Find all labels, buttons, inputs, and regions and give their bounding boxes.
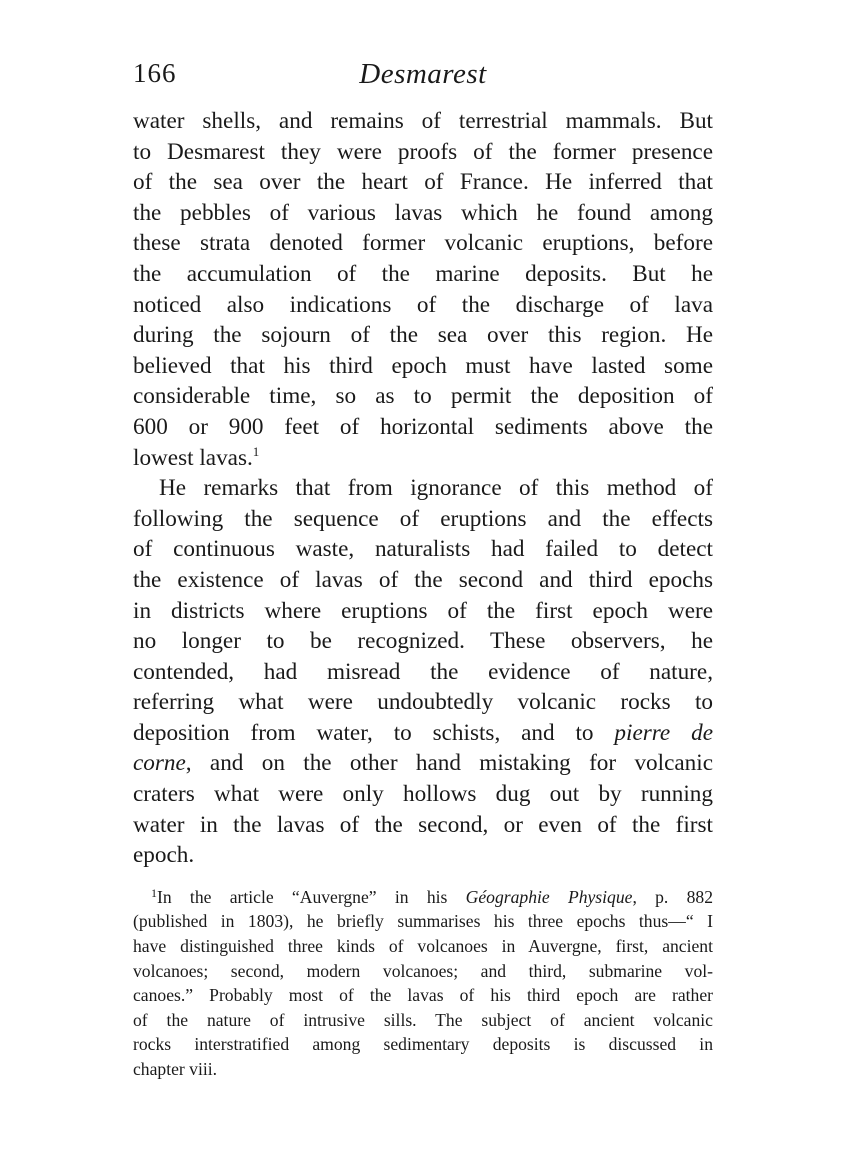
text-line: in districts where eruptions of the first epoch were	[133, 597, 713, 624]
footnote-line: of the nature of intrusive sills. The subject of ancient volcanic	[133, 1009, 713, 1030]
running-head	[133, 58, 713, 98]
italic-title: Géographie Physique	[465, 886, 633, 907]
body-text	[133, 106, 713, 871]
text-fragment: , p. 882	[632, 886, 713, 907]
text-line: epoch.	[133, 842, 195, 869]
text-line: referring what were undoubtedly volcanic rocks to	[133, 689, 713, 716]
text-fragment: , and on the other hand mistaking for volcanic	[185, 750, 713, 777]
text-line: to Desmarest they were proofs of the former presence	[133, 138, 713, 165]
text-line: during the sojourn of the sea over this region. He	[133, 322, 713, 349]
text-line: noticed also indications of the discharge of lava	[133, 291, 713, 318]
italic-phrase: pierre de	[614, 719, 713, 746]
text-line: 600 or 900 feet of horizontal sediments above the	[133, 413, 713, 440]
paragraph-2	[133, 473, 713, 871]
footnote-line: chapter viii.	[133, 1059, 218, 1079]
text-line: of the sea over the heart of France. He inferred that	[133, 169, 713, 196]
text-line: He remarks that from ignorance of this method of	[159, 475, 713, 502]
footnote-line: canoes.” Probably most of the lavas of his third epoch are rather	[133, 985, 713, 1006]
text-line: craters what were only hollows dug out by running	[133, 781, 713, 808]
text-fragment: lowest lavas.	[133, 444, 253, 471]
text-line	[133, 718, 713, 749]
footnote-line: rocks interstratified among sedimentary deposits is discussed in	[133, 1034, 713, 1055]
text-line	[133, 443, 713, 474]
text-line: believed that his third epoch must have lasted some	[133, 352, 713, 379]
page-number: 166	[133, 58, 177, 88]
italic-phrase: corne	[133, 750, 186, 777]
text-fragment: In the article “Auvergne” in his	[157, 886, 466, 907]
footnote-line: volcanoes; second, modern volcanoes; and third, submarine vol-	[133, 960, 713, 981]
running-title: Desmarest	[359, 58, 487, 90]
text-line: the pebbles of various lavas which he found among	[133, 199, 713, 226]
text-fragment: deposition from water, to schists, and to	[133, 719, 615, 746]
text-line: water shells, and remains of terrestrial mammals. But	[133, 108, 713, 134]
footnote-line: have distinguished three kinds of volcanoes in Auvergne, first, ancient	[133, 936, 713, 957]
footnote-mark: 1	[151, 885, 157, 900]
footnote-line	[133, 885, 713, 910]
text-line: the existence of lavas of the second and third epochs	[133, 566, 713, 593]
text-line: following the sequence of eruptions and the effects	[133, 505, 713, 532]
footnote-reference[interactable]: 1	[252, 443, 260, 459]
paragraph-1	[133, 106, 713, 473]
text-line: these strata denoted former volcanic eruptions, before	[133, 230, 713, 257]
book-page	[133, 58, 713, 1082]
text-line: the accumulation of the marine deposits. But he	[133, 260, 713, 287]
text-line: water in the lavas of the second, or even of the first	[133, 811, 713, 838]
text-line: contended, had misread the evidence of nature,	[133, 658, 713, 685]
text-line	[133, 748, 713, 779]
text-line: no longer to be recognized. These observers, he	[133, 628, 713, 655]
footnote	[133, 885, 713, 1082]
text-line: of continuous waste, naturalists had failed to detect	[133, 536, 713, 563]
footnote-line: (published in 1803), he briefly summarises his three epochs thus—“ I	[133, 911, 713, 932]
text-line: considerable time, so as to permit the deposition of	[133, 383, 713, 410]
